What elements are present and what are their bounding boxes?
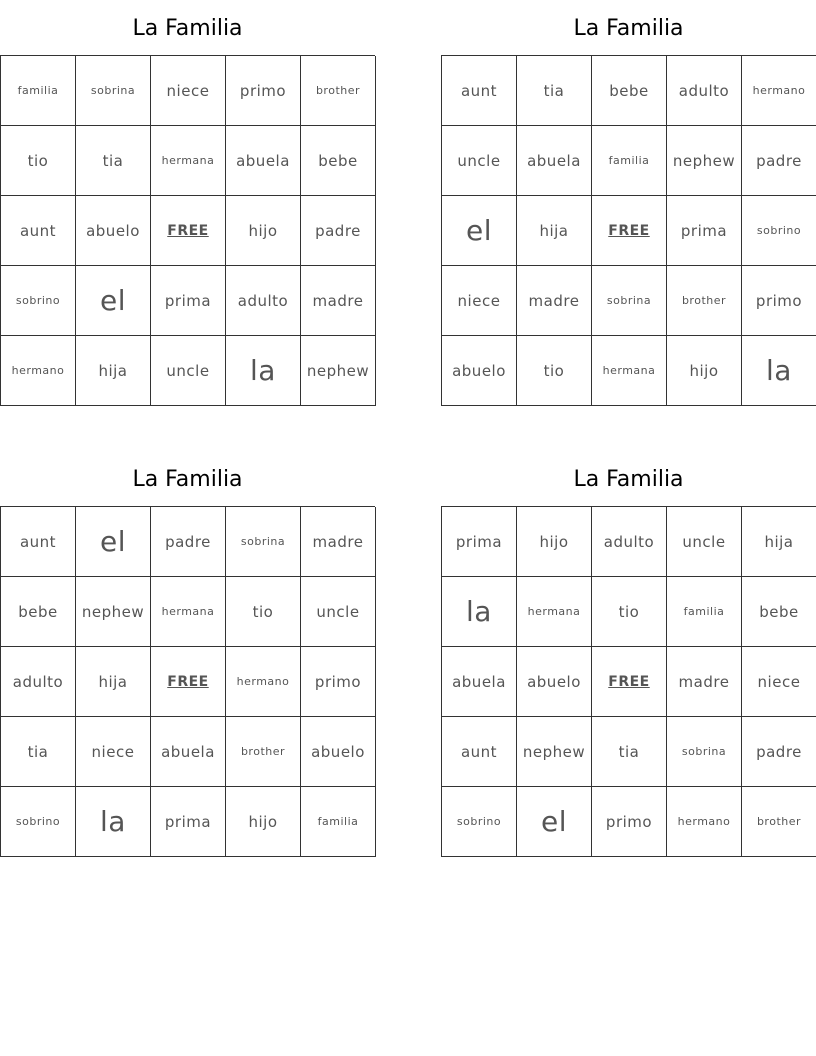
card-title: La Familia <box>132 16 243 41</box>
bingo-cell: hija <box>76 336 151 406</box>
bingo-cell: brother <box>667 266 742 336</box>
bingo-cell: el <box>76 266 151 336</box>
bingo-cell: abuela <box>517 126 592 196</box>
bingo-cell: hija <box>742 507 816 577</box>
bingo-cell: madre <box>301 507 376 577</box>
bingo-cell: bebe <box>1 577 76 647</box>
bingo-card-3 <box>0 451 375 857</box>
bingo-cell: hermano <box>1 336 76 406</box>
bingo-cell: aunt <box>442 56 517 126</box>
bingo-cell: tio <box>1 126 76 196</box>
bingo-cell: hijo <box>226 196 301 266</box>
bingo-cell: madre <box>517 266 592 336</box>
bingo-cell: primo <box>301 647 376 717</box>
bingo-cell: hermano <box>742 56 816 126</box>
bingo-cell: la <box>442 577 517 647</box>
free-space: FREE <box>151 196 226 266</box>
bingo-cell: uncle <box>442 126 517 196</box>
bingo-grid <box>0 55 375 406</box>
bingo-cell: tio <box>592 577 667 647</box>
bingo-cell: sobrina <box>592 266 667 336</box>
free-space: FREE <box>592 196 667 266</box>
bingo-cell: adulto <box>592 507 667 577</box>
bingo-cell: familia <box>301 787 376 857</box>
bingo-cell: brother <box>742 787 816 857</box>
bingo-cell: abuela <box>442 647 517 717</box>
bingo-cell: uncle <box>301 577 376 647</box>
bingo-cell: sobrino <box>1 787 76 857</box>
bingo-cell: brother <box>301 56 376 126</box>
bingo-cell: primo <box>592 787 667 857</box>
bingo-cell: primo <box>226 56 301 126</box>
bingo-cell: hermana <box>517 577 592 647</box>
bingo-grid <box>441 506 816 857</box>
bingo-cell: madre <box>667 647 742 717</box>
bingo-cell: el <box>517 787 592 857</box>
bingo-cell: sobrino <box>442 787 517 857</box>
bingo-cell: nephew <box>667 126 742 196</box>
bingo-cell: hijo <box>517 507 592 577</box>
bingo-cell: la <box>742 336 816 406</box>
bingo-cell: nephew <box>301 336 376 406</box>
bingo-cell: nephew <box>517 717 592 787</box>
bingo-grid <box>441 55 816 406</box>
bingo-cell: niece <box>151 56 226 126</box>
bingo-cell: prima <box>667 196 742 266</box>
bingo-cell: aunt <box>442 717 517 787</box>
bingo-cell: aunt <box>1 507 76 577</box>
bingo-cell: abuelo <box>76 196 151 266</box>
bingo-cell: nephew <box>76 577 151 647</box>
bingo-cell: sobrino <box>742 196 816 266</box>
bingo-cell: padre <box>151 507 226 577</box>
bingo-cell: hija <box>76 647 151 717</box>
bingo-cell: abuelo <box>517 647 592 717</box>
free-space: FREE <box>151 647 226 717</box>
bingo-cell: sobrina <box>76 56 151 126</box>
card-title: La Familia <box>573 467 684 492</box>
bingo-cell: la <box>226 336 301 406</box>
bingo-card-2 <box>441 0 816 406</box>
bingo-cell: adulto <box>226 266 301 336</box>
bingo-cell: sobrino <box>1 266 76 336</box>
bingo-cell: niece <box>442 266 517 336</box>
bingo-cell: tia <box>517 56 592 126</box>
bingo-cell: bebe <box>742 577 816 647</box>
bingo-cell: abuelo <box>442 336 517 406</box>
bingo-cell: primo <box>742 266 816 336</box>
bingo-cell: aunt <box>1 196 76 266</box>
bingo-cell: familia <box>1 56 76 126</box>
bingo-cell: hermana <box>151 577 226 647</box>
bingo-cell: bebe <box>301 126 376 196</box>
bingo-cell: padre <box>301 196 376 266</box>
bingo-cell: padre <box>742 126 816 196</box>
bingo-cell: tia <box>592 717 667 787</box>
free-space: FREE <box>592 647 667 717</box>
card-title: La Familia <box>132 467 243 492</box>
bingo-card-1 <box>0 0 375 406</box>
bingo-cell: familia <box>592 126 667 196</box>
bingo-cell: hijo <box>226 787 301 857</box>
bingo-cell: adulto <box>1 647 76 717</box>
bingo-cell: abuela <box>226 126 301 196</box>
bingo-cell: prima <box>151 787 226 857</box>
bingo-cell: madre <box>301 266 376 336</box>
bingo-cell: hijo <box>667 336 742 406</box>
bingo-cell: tio <box>517 336 592 406</box>
bingo-cell: hermana <box>151 126 226 196</box>
bingo-cell: hermano <box>667 787 742 857</box>
bingo-cell: la <box>76 787 151 857</box>
bingo-cell: sobrina <box>667 717 742 787</box>
bingo-cell: hermana <box>592 336 667 406</box>
bingo-grid <box>0 506 375 857</box>
bingo-cell: familia <box>667 577 742 647</box>
bingo-cell: abuela <box>151 717 226 787</box>
bingo-cell: hija <box>517 196 592 266</box>
bingo-cell: sobrina <box>226 507 301 577</box>
bingo-cell: tio <box>226 577 301 647</box>
bingo-cell: tia <box>1 717 76 787</box>
bingo-cell: prima <box>442 507 517 577</box>
bingo-cell: bebe <box>592 56 667 126</box>
bingo-cell: uncle <box>667 507 742 577</box>
bingo-cell: niece <box>742 647 816 717</box>
bingo-cell: el <box>76 507 151 577</box>
bingo-cell: tia <box>76 126 151 196</box>
bingo-card-4 <box>441 451 816 857</box>
bingo-cell: niece <box>76 717 151 787</box>
bingo-cell: prima <box>151 266 226 336</box>
bingo-cell: padre <box>742 717 816 787</box>
bingo-cell: uncle <box>151 336 226 406</box>
bingo-cell: el <box>442 196 517 266</box>
bingo-cell: adulto <box>667 56 742 126</box>
bingo-cell: abuelo <box>301 717 376 787</box>
bingo-cell: brother <box>226 717 301 787</box>
bingo-cell: hermano <box>226 647 301 717</box>
card-title: La Familia <box>573 16 684 41</box>
